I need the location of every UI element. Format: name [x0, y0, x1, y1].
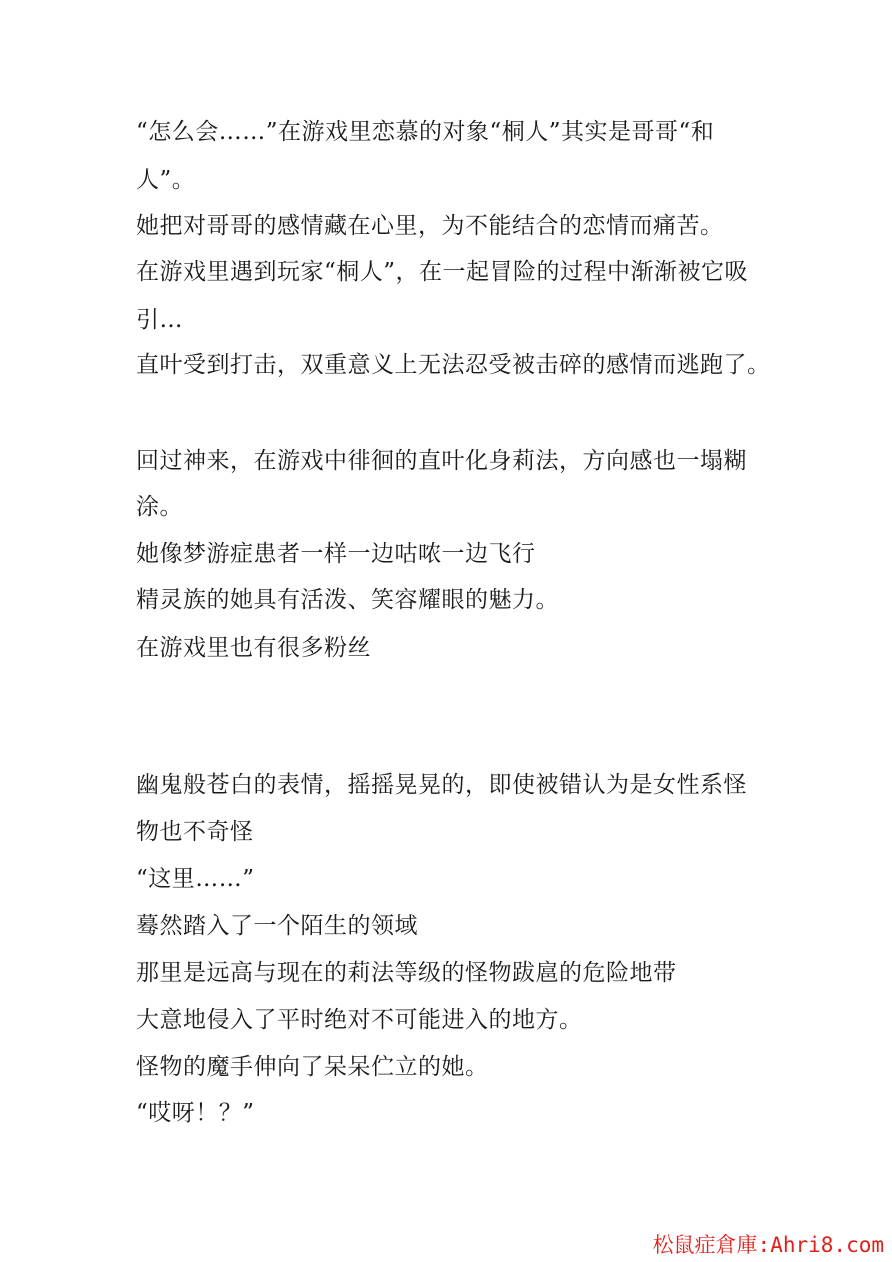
text-line: “哎呀！？” — [136, 1100, 255, 1126]
text-line: 她像梦游症患者一样一边咕哝一边飞行 — [136, 541, 536, 567]
text-line: 人”。 — [136, 167, 196, 193]
text-line: 怪物的魔手伸向了呆呆伫立的她。 — [136, 1054, 489, 1080]
text-line: 涂。 — [136, 494, 183, 520]
text-line: 精灵族的她具有活泼、笑容耀眼的魅力。 — [136, 587, 559, 613]
text-line: 那里是远高与现在的莉法等级的怪物跋扈的危险地带 — [136, 960, 677, 986]
text-line: 物也不奇怪 — [136, 819, 254, 845]
watermark-text: 松鼠症倉庫:Ahri8.com — [652, 1233, 884, 1257]
text-line: 回过神来，在游戏中徘徊的直叶化身莉法，方向感也一塌糊 — [136, 448, 747, 474]
text-line: 蓦然踏入了一个陌生的领域 — [136, 913, 418, 939]
text-line: “怎么会……”在游戏里恋慕的对象“桐人”其实是哥哥“和 — [136, 119, 715, 145]
text-line: 直叶受到打击，双重意义上无法忍受被击碎的感情而逃跑了。 — [136, 352, 771, 378]
text-line: 她把对哥哥的感情藏在心里，为不能结合的恋情而痛苦。 — [136, 213, 724, 239]
text-line: “这里……” — [136, 866, 255, 892]
text-line: 幽鬼般苍白的表情，摇摇晃晃的，即使被错认为是女性系怪 — [136, 772, 747, 798]
text-line: 大意地侵入了平时绝对不可能进入的地方。 — [136, 1007, 583, 1033]
text-line: 在游戏里也有很多粉丝 — [136, 635, 371, 661]
text-line: 在游戏里遇到玩家“桐人”，在一起冒险的过程中渐渐被它吸 — [136, 259, 749, 285]
text-line: 引… — [136, 307, 183, 333]
